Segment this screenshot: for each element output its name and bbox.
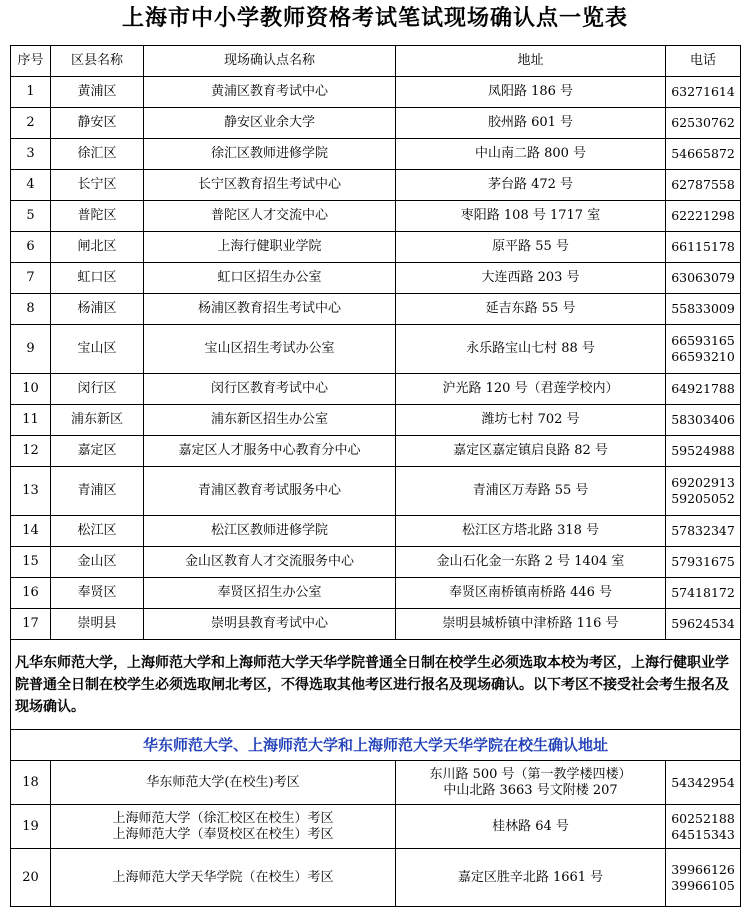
campus-row [11, 849, 741, 907]
site-name: 松江区教师进修学院 [144, 516, 396, 547]
table-row [11, 170, 741, 201]
row-number: 7 [11, 263, 51, 294]
phone-number: 55833009 [671, 301, 735, 316]
site-name: 崇明县教育考试中心 [144, 609, 396, 640]
site-address: 大连西路 203 号 [396, 263, 666, 294]
row-number: 4 [11, 170, 51, 201]
site-address: 凤阳路 186 号 [396, 77, 666, 108]
phone-number: 66115178 [671, 239, 735, 254]
phone-cell [666, 325, 741, 374]
campus-subheading: 华东师范大学、上海师范大学和上海师范大学天华学院在校生确认地址 [11, 730, 741, 761]
district-name: 金山区 [51, 547, 144, 578]
table-row [11, 201, 741, 232]
campus-site-name [51, 761, 396, 805]
district-name: 黄浦区 [51, 77, 144, 108]
confirmation-sites-table [10, 45, 741, 907]
note-row [11, 640, 741, 730]
campus-site-line: 上海师范大学（奉贤校区在校生）考区 [112, 826, 334, 842]
table-row [11, 77, 741, 108]
phone-cell [666, 232, 741, 263]
site-address: 沪光路 120 号（君莲学校内） [396, 374, 666, 405]
district-name: 虹口区 [51, 263, 144, 294]
header-no: 序号 [11, 46, 51, 77]
phone-number: 39966126 [671, 861, 735, 877]
site-name: 徐汇区教师进修学院 [144, 139, 396, 170]
campus-site-name [51, 805, 396, 849]
site-name: 上海行健职业学院 [144, 232, 396, 263]
phone-cell [666, 516, 741, 547]
table-row [11, 325, 741, 374]
campus-address-line: 中山北路 3663 号文附楼 207 [443, 782, 618, 798]
header-site: 现场确认点名称 [144, 46, 396, 77]
site-address: 崇明县城桥镇中津桥路 116 号 [396, 609, 666, 640]
campus-address-line: 东川路 500 号（第一教学楼四楼） [429, 766, 632, 782]
site-name: 嘉定区人才服务中心教育分中心 [144, 436, 396, 467]
site-name: 闵行区教育考试中心 [144, 374, 396, 405]
campus-site-name [51, 849, 396, 907]
site-address: 奉贤区南桥镇南桥路 446 号 [396, 578, 666, 609]
district-name: 奉贤区 [51, 578, 144, 609]
header-address: 地址 [396, 46, 666, 77]
site-name: 黄浦区教育考试中心 [144, 77, 396, 108]
phone-number: 64515343 [671, 826, 735, 842]
site-address: 金山石化金一东路 2 号 1404 室 [396, 547, 666, 578]
site-name: 金山区教育人才交流服务中心 [144, 547, 396, 578]
district-name: 杨浦区 [51, 294, 144, 325]
campus-site-line: 华东师范大学(在校生)考区 [146, 774, 300, 790]
district-name: 宝山区 [51, 325, 144, 374]
row-number: 10 [11, 374, 51, 405]
phone-number: 59205052 [671, 491, 735, 506]
phone-number: 62530762 [671, 115, 735, 130]
phone-number: 66593165 [671, 333, 735, 348]
site-address: 青浦区万寿路 55 号 [396, 467, 666, 516]
site-name: 虹口区招生办公室 [144, 263, 396, 294]
site-name: 浦东新区招生办公室 [144, 405, 396, 436]
header-phone: 电话 [666, 46, 741, 77]
site-address: 延吉东路 55 号 [396, 294, 666, 325]
phone-number: 54665872 [671, 146, 735, 161]
phone-number: 57418172 [671, 585, 735, 600]
row-number: 2 [11, 108, 51, 139]
site-address: 胶州路 601 号 [396, 108, 666, 139]
district-name: 闵行区 [51, 374, 144, 405]
phone-cell [666, 609, 741, 640]
district-name: 松江区 [51, 516, 144, 547]
site-address: 松江区方塔北路 318 号 [396, 516, 666, 547]
site-address: 永乐路宝山七村 88 号 [396, 325, 666, 374]
phone-cell [666, 761, 741, 805]
district-name: 青浦区 [51, 467, 144, 516]
row-number: 14 [11, 516, 51, 547]
phone-number: 63063079 [671, 270, 735, 285]
table-row [11, 578, 741, 609]
phone-number: 59524988 [671, 443, 735, 458]
header-row [11, 46, 741, 77]
phone-cell [666, 547, 741, 578]
row-number: 12 [11, 436, 51, 467]
phone-number: 58303406 [671, 412, 735, 427]
phone-number: 39966105 [671, 877, 735, 893]
row-number: 15 [11, 547, 51, 578]
phone-cell [666, 374, 741, 405]
phone-cell [666, 578, 741, 609]
campus-site-line: 上海师范大学（徐汇校区在校生）考区 [112, 810, 334, 826]
row-number: 13 [11, 467, 51, 516]
row-number: 8 [11, 294, 51, 325]
row-number: 5 [11, 201, 51, 232]
table-row [11, 547, 741, 578]
district-name: 徐汇区 [51, 139, 144, 170]
registration-note: 凡华东师范大学，上海师范大学和上海师范大学天华学院普通全日制在校学生必须选取本校为考区，上海行健职业学院普通全日制在校学生必须选取闸北考区，不得选取其他考区进行报名及现场确认。以下考区不接受社会考生报名及现场确认。 [11, 640, 741, 730]
row-number: 19 [11, 805, 51, 849]
campus-address [396, 805, 666, 849]
phone-cell [666, 849, 741, 907]
district-name: 浦东新区 [51, 405, 144, 436]
table-row [11, 263, 741, 294]
site-name: 奉贤区招生办公室 [144, 578, 396, 609]
site-name: 杨浦区教育招生考试中心 [144, 294, 396, 325]
site-address: 潍坊七村 702 号 [396, 405, 666, 436]
phone-cell [666, 405, 741, 436]
page-title: 上海市中小学教师资格考试笔试现场确认点一览表 [121, 6, 628, 31]
table-row [11, 609, 741, 640]
table-row [11, 294, 741, 325]
phone-number: 66593210 [671, 349, 735, 364]
district-name: 闸北区 [51, 232, 144, 263]
campus-address [396, 849, 666, 907]
table-row [11, 467, 741, 516]
site-address: 中山南二路 800 号 [396, 139, 666, 170]
site-address: 原平路 55 号 [396, 232, 666, 263]
row-number: 16 [11, 578, 51, 609]
phone-number: 59624534 [671, 616, 735, 631]
phone-number: 62221298 [671, 208, 735, 223]
campus-address-line: 桂林路 64 号 [492, 818, 569, 834]
district-name: 嘉定区 [51, 436, 144, 467]
table-row [11, 374, 741, 405]
district-name: 长宁区 [51, 170, 144, 201]
site-name: 静安区业余大学 [144, 108, 396, 139]
campus-row [11, 761, 741, 805]
table-row [11, 436, 741, 467]
site-name: 青浦区教育考试服务中心 [144, 467, 396, 516]
phone-number: 60252188 [671, 810, 735, 826]
table-row [11, 139, 741, 170]
phone-cell [666, 108, 741, 139]
table-row [11, 108, 741, 139]
phone-cell [666, 294, 741, 325]
campus-row [11, 805, 741, 849]
phone-number: 63271614 [671, 84, 735, 99]
row-number: 1 [11, 77, 51, 108]
phone-cell [666, 201, 741, 232]
site-name: 长宁区教育招生考试中心 [144, 170, 396, 201]
row-number: 20 [11, 849, 51, 907]
campus-address-line: 嘉定区胜辛北路 1661 号 [457, 869, 604, 885]
site-name: 宝山区招生考试办公室 [144, 325, 396, 374]
site-address: 枣阳路 108 号 1717 室 [396, 201, 666, 232]
phone-cell [666, 77, 741, 108]
phone-cell [666, 436, 741, 467]
header-district: 区县名称 [51, 46, 144, 77]
phone-number: 64921788 [671, 381, 735, 396]
district-name: 普陀区 [51, 201, 144, 232]
site-address: 嘉定区嘉定镇启良路 82 号 [396, 436, 666, 467]
table-row [11, 232, 741, 263]
row-number: 17 [11, 609, 51, 640]
phone-number: 62787558 [671, 177, 735, 192]
phone-cell [666, 263, 741, 294]
row-number: 11 [11, 405, 51, 436]
campus-address [396, 761, 666, 805]
table-row [11, 516, 741, 547]
phone-cell [666, 139, 741, 170]
site-address: 茅台路 472 号 [396, 170, 666, 201]
row-number: 3 [11, 139, 51, 170]
campus-site-line: 上海师范大学天华学院（在校生）考区 [112, 869, 334, 885]
row-number: 6 [11, 232, 51, 263]
table-row [11, 405, 741, 436]
phone-number: 54342954 [671, 774, 735, 790]
subheading-row [11, 730, 741, 761]
site-name: 普陀区人才交流中心 [144, 201, 396, 232]
phone-cell [666, 170, 741, 201]
row-number: 9 [11, 325, 51, 374]
district-name: 静安区 [51, 108, 144, 139]
phone-number: 57931675 [671, 554, 735, 569]
phone-cell [666, 467, 741, 516]
phone-number: 57832347 [671, 523, 735, 538]
phone-number: 69202913 [671, 475, 735, 490]
district-name: 崇明县 [51, 609, 144, 640]
phone-cell [666, 805, 741, 849]
row-number: 18 [11, 761, 51, 805]
